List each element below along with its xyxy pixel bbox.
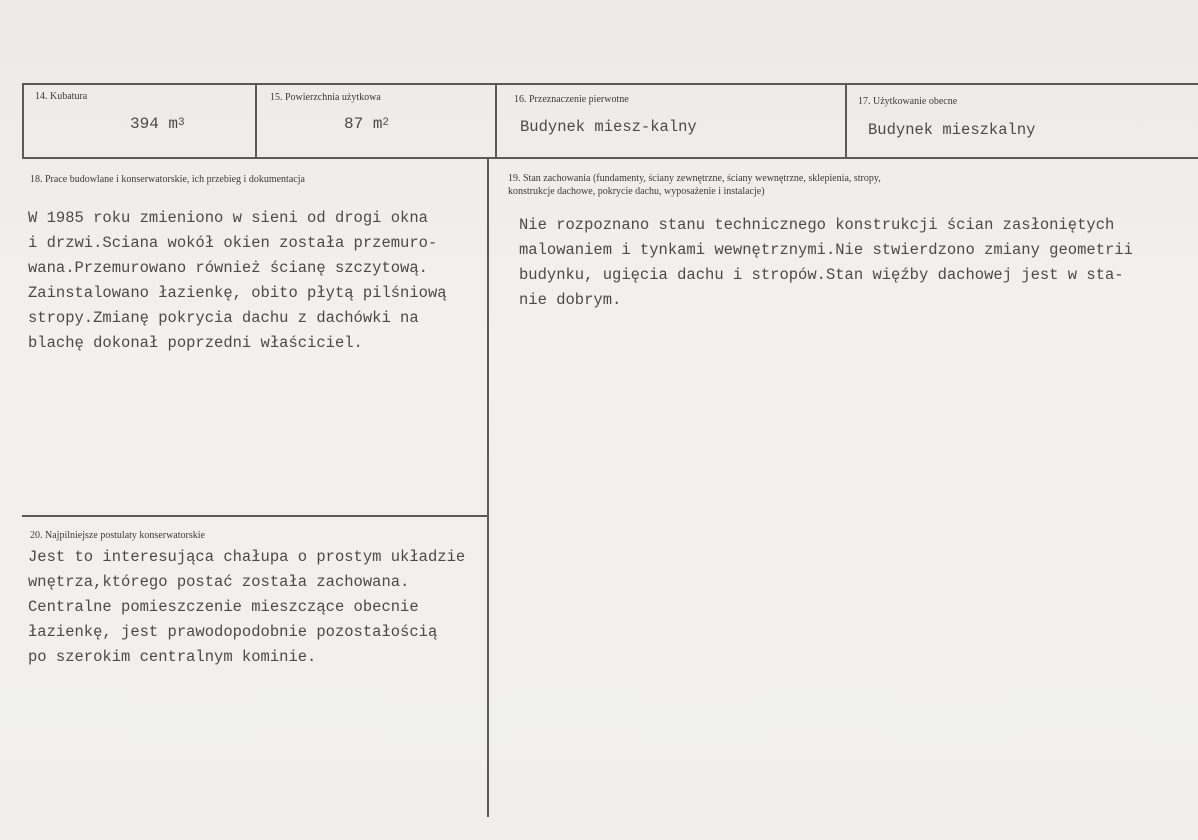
row-divider	[22, 157, 1198, 159]
field-19-text	[519, 213, 1133, 313]
field-15-value	[344, 115, 389, 133]
field-14-exponent: 3	[178, 117, 185, 129]
field-14-value	[130, 115, 185, 133]
col-divider-3	[845, 83, 847, 158]
text-line: blachę dokonał poprzedni właściciel.	[28, 334, 363, 352]
main-col-divider	[487, 157, 489, 817]
col-divider-2	[495, 83, 497, 158]
text-line: budynku, ugięcia dachu i stropów.Stan więźby dachowej jest w sta-	[519, 266, 1124, 284]
text-line: łazienkę, jest prawodopodobnie pozostałością	[28, 623, 438, 641]
text-line: Jest to interesująca chałupa o prostym układzie	[28, 548, 466, 566]
field-14-label: 14. Kubatura	[35, 91, 88, 102]
col-divider-1	[255, 83, 257, 158]
field-15-label: 15. Powierzchnia użytkowa	[270, 92, 381, 103]
left-section-divider	[22, 515, 488, 517]
text-line: wnętrza,którego postać została zachowana.	[28, 573, 410, 591]
field-14-number: 394	[130, 115, 159, 133]
left-border	[22, 83, 24, 158]
field-20-label: 20. Najpilniejsze postulaty konserwatorskie	[30, 530, 205, 541]
field-18-text	[28, 206, 447, 356]
top-border	[22, 83, 1198, 85]
field-19-label-line: konstrukcje dachowe, pokrycie dachu, wyposażenie i instalacje)	[508, 186, 765, 197]
text-line: i drzwi.Sciana wokół okien została przemuro-	[28, 234, 438, 252]
text-line: po szerokim centralnym kominie.	[28, 648, 317, 666]
text-line: Centralne pomieszczenie mieszczące obecnie	[28, 598, 419, 616]
field-20-text	[28, 545, 465, 670]
field-14-unit: m	[168, 115, 179, 133]
text-line: Nie rozpoznano stanu technicznego konstrukcji ścian zasłoniętych	[519, 216, 1115, 234]
text-line: nie dobrym.	[519, 291, 622, 309]
text-line: Zainstalowano łazienkę, obito płytą pilśniową	[28, 284, 447, 302]
field-16-value: Budynek miesz-kalny	[520, 118, 697, 136]
field-18-label: 18. Prace budowlane i konserwatorskie, ich przebieg i dokumentacja	[30, 174, 305, 185]
field-19-label-line: 19. Stan zachowania (fundamenty, ściany zewnętrzne, ściany wewnętrzne, sklepienia, stropy,	[508, 173, 881, 184]
field-17-label: 17. Użytkowanie obecne	[858, 96, 958, 107]
text-line: stropy.Zmianę pokrycia dachu z dachówki na	[28, 309, 419, 327]
field-15-exponent: 2	[382, 117, 390, 129]
field-16-label: 16. Przeznaczenie pierwotne	[514, 94, 629, 105]
field-19-label	[508, 172, 881, 198]
text-line: W 1985 roku zmieniono w sieni od drogi okna	[28, 209, 428, 227]
field-15-number: 87	[344, 115, 364, 133]
text-line: wana.Przemurowano również ścianę szczytową.	[28, 259, 428, 277]
field-17-value: Budynek mieszkalny	[868, 121, 1036, 139]
field-15-unit: m	[372, 115, 383, 133]
text-line: malowaniem i tynkami wewnętrznymi.Nie stwierdzono zmiany geometrii	[519, 241, 1133, 259]
